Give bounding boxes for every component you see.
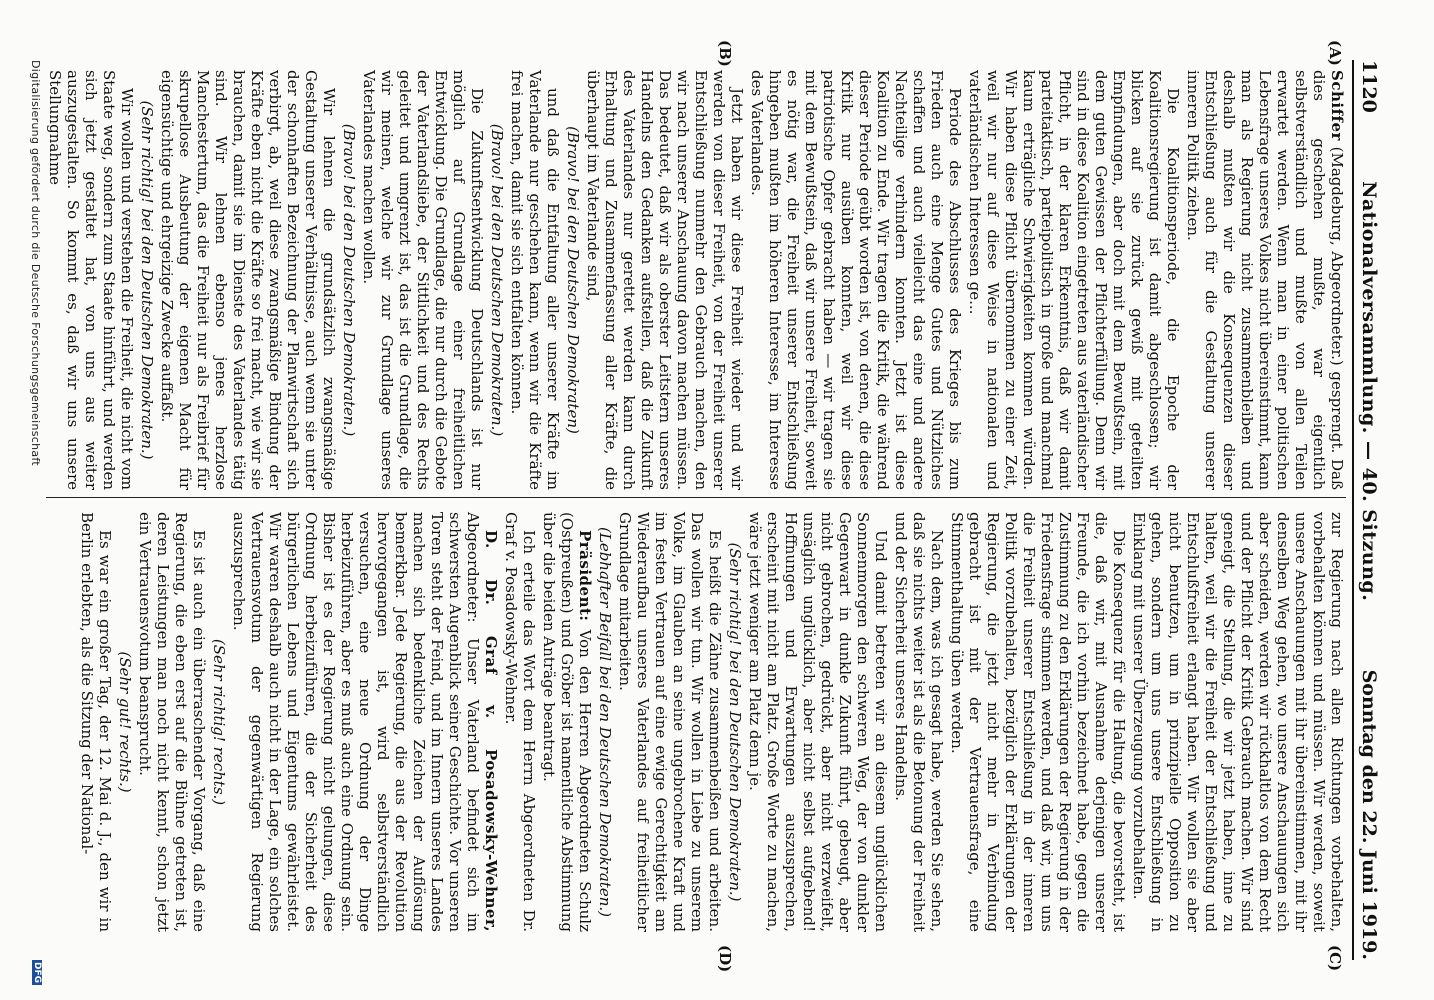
column-divider (46, 497, 1346, 498)
president-label: Präsident: (576, 530, 594, 622)
paragraph: Es heißt die Zähne zusammenbeißen und arbeiten. Das wollen wir tun. Wir wollen in Liebe zu unserem Volke, im Glauben an seine ungebrochene Kraft und im festen Vertrauen auf eine ewige Gerechtigkeit am Wiederaufbau unseres Vaterlandes auf freiheitlicher Grundlage mitarbeiten. (616, 512, 724, 932)
margin-marker-a: (A) (1326, 40, 1344, 66)
paragraph: Die Koalitionsperiode, die Epoche der Koalitionsregierung ist damit abgeschlossen; wir blicken auf sie zurück gewiß mit geteilten Empfindungen, aber doch mit dem Bewußtsein, mit dem guten Gewissen der Pflichterfüllung. Denn wir sind in diese Koalition eingetreten aus vaterländischer Pflicht, in der klaren Erkenntnis, daß wir damit parteitaktisch, parteipolitisch in große und manchmal kaum erträgliche Schwierigkeiten kommen würden. Wir haben diese Pflicht übernommen zu einer Zeit, weil wir nur auf diese Weise in nationalen und vaterländischen Interessen ge... (966, 70, 1182, 490)
paragraph: Es war ein großer Tag, der 12. Mai d. J., den wir in Berlin erlebten, als die Sitzung der National- (78, 512, 114, 932)
paragraph: Und damit betreten wir an diesem unglücklichen Sonnenmorgen den schweren Weg, der von dunkler Gegenwart in dunkle Zukunft führt, gebeugt, aber nicht gebrochen, gedrückt, aber nicht verzweifelt, unsäglich unglücklich, aber nicht selbst aufgebend! Hoffnungen und Erwartungen auszusprechen, erscheint mit nicht am Platz. Große Worte zu machen, wäre jetzt weniger am Platz denn je. (746, 512, 890, 932)
left-column (46, 70, 1346, 490)
paragraph: Nach dem, was ich gesagt habe, werden Sie sehen, daß sie nichts weiter ist als die Betonung der Freiheit und der Sicherheit unseres Handelns. (892, 512, 946, 932)
interjection: (Bravo! bei den Deutschen Demokraten) (564, 126, 582, 434)
dfg-logo: DFG (32, 962, 42, 984)
interjection: (Sehr richtig! bei den Deutschen Demokraten.) (726, 542, 744, 902)
paragraph: Wir lehnen die grundsätzlich zwangsmäßige Gestaltung unserer Verhältnisse, auch wenn sie unter der schonhaften Bezeichnung der Planwirtschaft sich verbirgt, ab, weil diese zwangsmäßige Bindung der Kräfte eben nicht die Kräfte so frei macht, wie wir sie brauchen, damit sie im Dienste des Vaterlandes tätig sind. Wir lehnen ebenso jenes herzlose Manchestertum, das die Freiheit nur als Freibrief für skrupellose Ausbeutung der eigenen Macht für eigensüchtige und ehrgeizige Zwecke auffaßt. (158, 70, 338, 490)
interjection: (Sehr richtig! rechts.) (210, 638, 228, 806)
digitization-credit: Digitalisierung gefördert durch die Deutsche Forschungsgemeinschaft (29, 60, 42, 467)
margin-marker-c: (C) (1326, 945, 1344, 972)
paragraph: gesprengt. Daß dies geschehen mußte, war eigentlich selbstverständlich und mußte von allen Teilen erwartet werden. Wenn man in einer politischen Lebensfrage unseres Volkes nicht übereinstimmt, kann man als Regierung nicht zusammenbleiben und deshalb mußten wir die Konsequenzen dieser Entschließung auch für die Gestaltung unserer inneren Politik ziehen. (1184, 70, 1346, 490)
paragraph: Periode des Abschlusses des Krieges bis zum Frieden auch eine Menge Gutes und Nützliches schaffen und auch vielleicht das eine und andere Nachteilige verhindern konnten. Jetzt ist diese Koalition zu Ende. Wir tragen die Kritik, die während dieser Periode geübt worden ist, von denen, die diese Kritik nur ausüben konnten, weil wir diese patriotische Opfer gebracht haben — wir tragen sie mit dem Bewußtsein, daß wir unsere Freiheit, soweit es nötig war, die Freiheit unserer Entschließung hingeben mußten im höheren Interesse, im Interesse des Vaterlandes. (748, 70, 964, 490)
paragraph: Ich erteile das Wort dem Herrn Abgeordneten Dr. Graf v. Posadowsky-Wehner. (502, 512, 538, 932)
interjection: (Sehr gut! rechts.) (116, 651, 134, 793)
paragraph: Die Zukunftsentwicklung Deutschlands ist nur möglich auf Grundlage einer freiheitlichen Entwicklung. Die Grundlage, die nur durch die Gebote der Vaterlandsliebe, der Sittlichkeit und des Rechts geleitet und umgrenzt ist, das ist die Grundlage, die wir meinen, welche wir zur Grundlage unseres Vaterlandes machen wollen. (360, 70, 486, 490)
speaker-line (230, 512, 500, 932)
speaker-line (1184, 70, 1346, 490)
interjection: (Bravo! bei den Deutschen Demokraten.) (488, 123, 506, 437)
page-title: Nationalversammlung. — 40. Sitzung. (1358, 181, 1380, 602)
speaker-note: (Magdeburg, Abgeordneter.) (1328, 146, 1346, 366)
session-date: Sonntag den 22. Juni 1919. (1358, 669, 1380, 960)
interjection: (Lebhafter Beifall bei den Deutschen Demokraten.) (596, 527, 614, 917)
header-rule (1352, 60, 1354, 960)
paragraph: und daß die Entfaltung aller unserer Kräfte im Vaterlande nur geschehen kann, wenn wir die Kräfte frei machen, damit sie sich entfalten können. (508, 70, 562, 490)
interjection: (Bravo! bei den Deutschen Demokraten.) (340, 123, 358, 437)
page-number: 1120 (1358, 60, 1380, 113)
paragraph: zur Regierung nach allen Richtungen vorbehalten, vorbehalten können und müssen. Wir werden, soweit unsere Anschauungen mit ihr übereinstimmen, mit ihr denselben Weg gehen, wo unsere Anschauungen sich aber scheiden, werden wir rückhaltlos von dem Recht und der Pflicht der Kritik Gebrauch machen. Wir sind geneigt, die Stellung, die wir jetzt haben, inne zu halten, weil wir die Freiheit der Entschließung und Entschlußfreiheit erlangt haben. Wir wollen sie aber nicht benutzen, um in prinzipielle Opposition zu gehen, sondern um uns unsere Entschließung in Einklang mit unserer Überzeugung vorzubehalten. (1130, 512, 1346, 932)
page-header (1358, 60, 1394, 960)
paragraph: Abgeordneter: Unser Vaterland befindet sich im schwersten Augenblick seiner Geschichte. Vor unseren Toren steht der Feind, und im Innern unseres Landes machen sich bedenkliche Zeichen der Auflösung bemerkbar. Jede Regierung, die aus der Revolution hervorgegangen ist, wird selbstverständlich versuchen, eine neue Ordnung der Dinge herbeizuführen, aber es muß auch eine Ordnung sein. Bisher ist es der Regierung nicht gelungen, diese Ordnung herbeizuführen, die der Sicherheit des bürgerlichen Lebens und Eigentums gewährleistet. Wir waren deshalb auch nicht in der Lage, ein solches Vertrauensvotum der gegenwärtigen Regierung auszusprechen. (230, 512, 482, 932)
margin-marker-d: (D) (716, 945, 734, 973)
paragraph: Die Konsequenz für die Haltung, die bevorsteht, ist die, daß wir, mit Ausnahme derjenigen unserer Freunde, die ich vorhin bezeichnet habe, gegen die Zustimmung zu den Erklärungen der Regierung in der Friedensfrage stimmen werden, und daß wir, um uns die Freiheit unserer Entschließung in der inneren Politik vorzubehalten, bezüglich der Erklärungen der Regierung, die jetzt nicht mehr in Verbindung gebracht ist mit der Vertrauensfrage, eine Stimmenthaltung üben werden. (948, 512, 1128, 932)
speaker-name: Schiffer (1328, 70, 1346, 141)
paragraph: Von den Herren Abgeordneten Schulz (Ostpreußen) und Gröber ist namentliche Abstimmung über die beiden Anträge beantragt. (540, 512, 594, 932)
president-line (540, 512, 594, 932)
paragraph: Jetzt haben wir diese Freiheit wieder und wir werden von dieser Freiheit, von der Freiheit unserer Entschließung nunmehr den Gebrauch machen, den wir nach unserer Anschauung davon machen müssen. Das bedeutet, daß wir als oberster Leitstern unseres Handelns den Gedanken aufstellen, daß die Zukunft des Vaterlandes nur gerettet werden kann durch Erhaltung und Zusammenfassung aller Kräfte, die überhaupt im Vaterlande sind, (584, 70, 746, 490)
paragraph: Es ist auch ein überraschender Vorgang, daß eine Regierung, die eben erst auf die Bühne getreten ist, deren Leistungen man noch nicht kennt, schon jetzt ein Vertrauensvotum beansprucht. (136, 512, 208, 932)
interjection: (Sehr richtig! bei den Deutschen Demokraten.) (138, 100, 156, 460)
right-column (56, 512, 1346, 932)
speaker-name: D. Dr. Graf v. Posadowsky-Wehner, (482, 530, 500, 932)
margin-marker-b: (B) (716, 40, 734, 67)
paragraph: Wir wollen und verstehen die Freiheit, die nicht vom Staate weg, sondern zum Staate hinführt, und werden sich jetzt gestaltet hat, von uns aus weiter auszugestalten. So kommt es, daß wir uns unsere Stellungnahme (46, 70, 136, 490)
